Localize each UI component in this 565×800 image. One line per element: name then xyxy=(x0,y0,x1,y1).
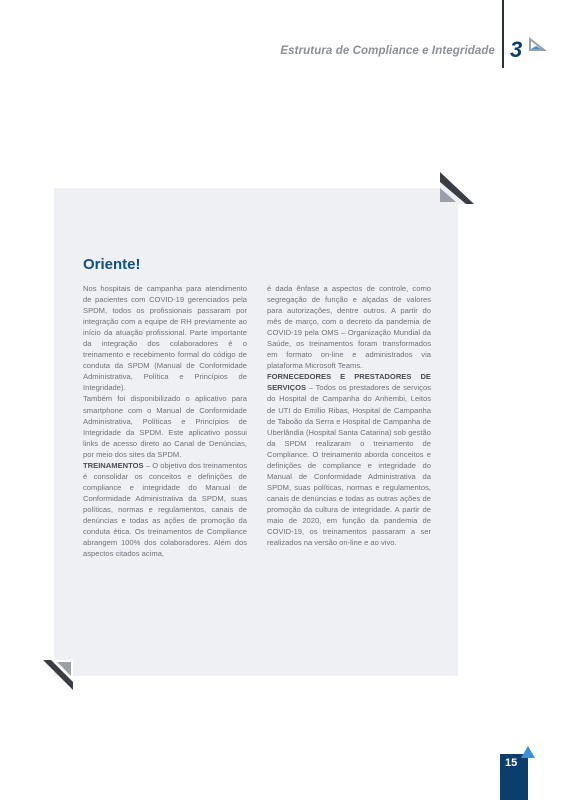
header-divider xyxy=(502,0,504,68)
paragraph: é dada ênfase a aspectos de controle, como segregação de função e alçadas de valores para autorizações, dentre outros. A partir do mês de março, com o decreto da pandemia de COVID-19 pela OMS – Organização Mundial da Saúde, os treinamentos foram transformados em formato on-line e administrados via plataforma Microsoft Teams. xyxy=(267,284,431,371)
text-column-right xyxy=(267,283,431,548)
section-label: FORNECEDORES E PRESTADORES DE SERVIÇOS xyxy=(267,372,431,393)
section-text: – Todos os prestadores de serviços do Hospital de Campanha do Anhembi, Leitos de UTI do Emílio Ribas, Hospital de Campanha de Taboão da Serra e Hospital de Campanha de Uberlândia (Hospital Santa Catarina) sob gestão da SPDM realizaram o treinamento de Compliance. O treinamento aborda conceitos e definições de compliance e integridade do Manual de Conformidade Administrativa da SPDM, suas políticas, normas e regulamentos, canais de denúncias e todas as outras ações de promoção da cultura de integridade. A partir de maio de 2020, em função da pandemia de COVID-19, os treinamentos passaram a ser realizados na versão on-line e ao vivo. xyxy=(267,383,431,548)
paragraph xyxy=(267,371,431,548)
paragraph: Nos hospitais de campanha para atendimento de pacientes com COVID-19 gerenciados pela SPDM, todos os profissionais passaram por integração com a equipe de RH previamente ao início da atuação profissional. Parte importante da integração dos colaboradores é o treinamento e recebimento formal do código de conduta da SPDM (Manual de Conformidade Administrativa, Política e Princípios de Integridade). xyxy=(83,284,247,393)
chapter-title: Estrutura de Compliance e Integridade xyxy=(280,45,495,57)
section-text: – O objetivo dos treinamentos é consolidar os conceitos e definições de compliance e integridade do Manual de Conformidade Administrativa da SPDM, suas políticas, normas e regulamentos, canais de denúncias e todas as ações de promoção da conduta ética. Os treinamentos de Compliance abrangem 100% dos colaboradores. Além dos aspectos citados acima, xyxy=(83,460,247,559)
chapter-number: 3 xyxy=(510,37,523,62)
triangle-icon xyxy=(520,745,536,759)
page-number: 15 xyxy=(505,757,518,769)
corner-triangle-icon xyxy=(436,170,476,206)
corner-triangle-icon xyxy=(41,658,77,692)
paragraph: Também foi disponibilizado o aplicativo para smartphone com o Manual de Conformidade Administrativa, Políticas e Princípios de Integridade da SPDM. Este aplicativo possui links de acesso direto ao Canal de Denúncias, por meio dos sites da SPDM. xyxy=(83,394,247,459)
text-column-left xyxy=(83,283,247,559)
section-label: TREINAMENTOS xyxy=(83,460,144,470)
triangle-icon xyxy=(527,36,549,52)
box-title: Oriente! xyxy=(83,256,141,273)
paragraph xyxy=(83,460,247,559)
